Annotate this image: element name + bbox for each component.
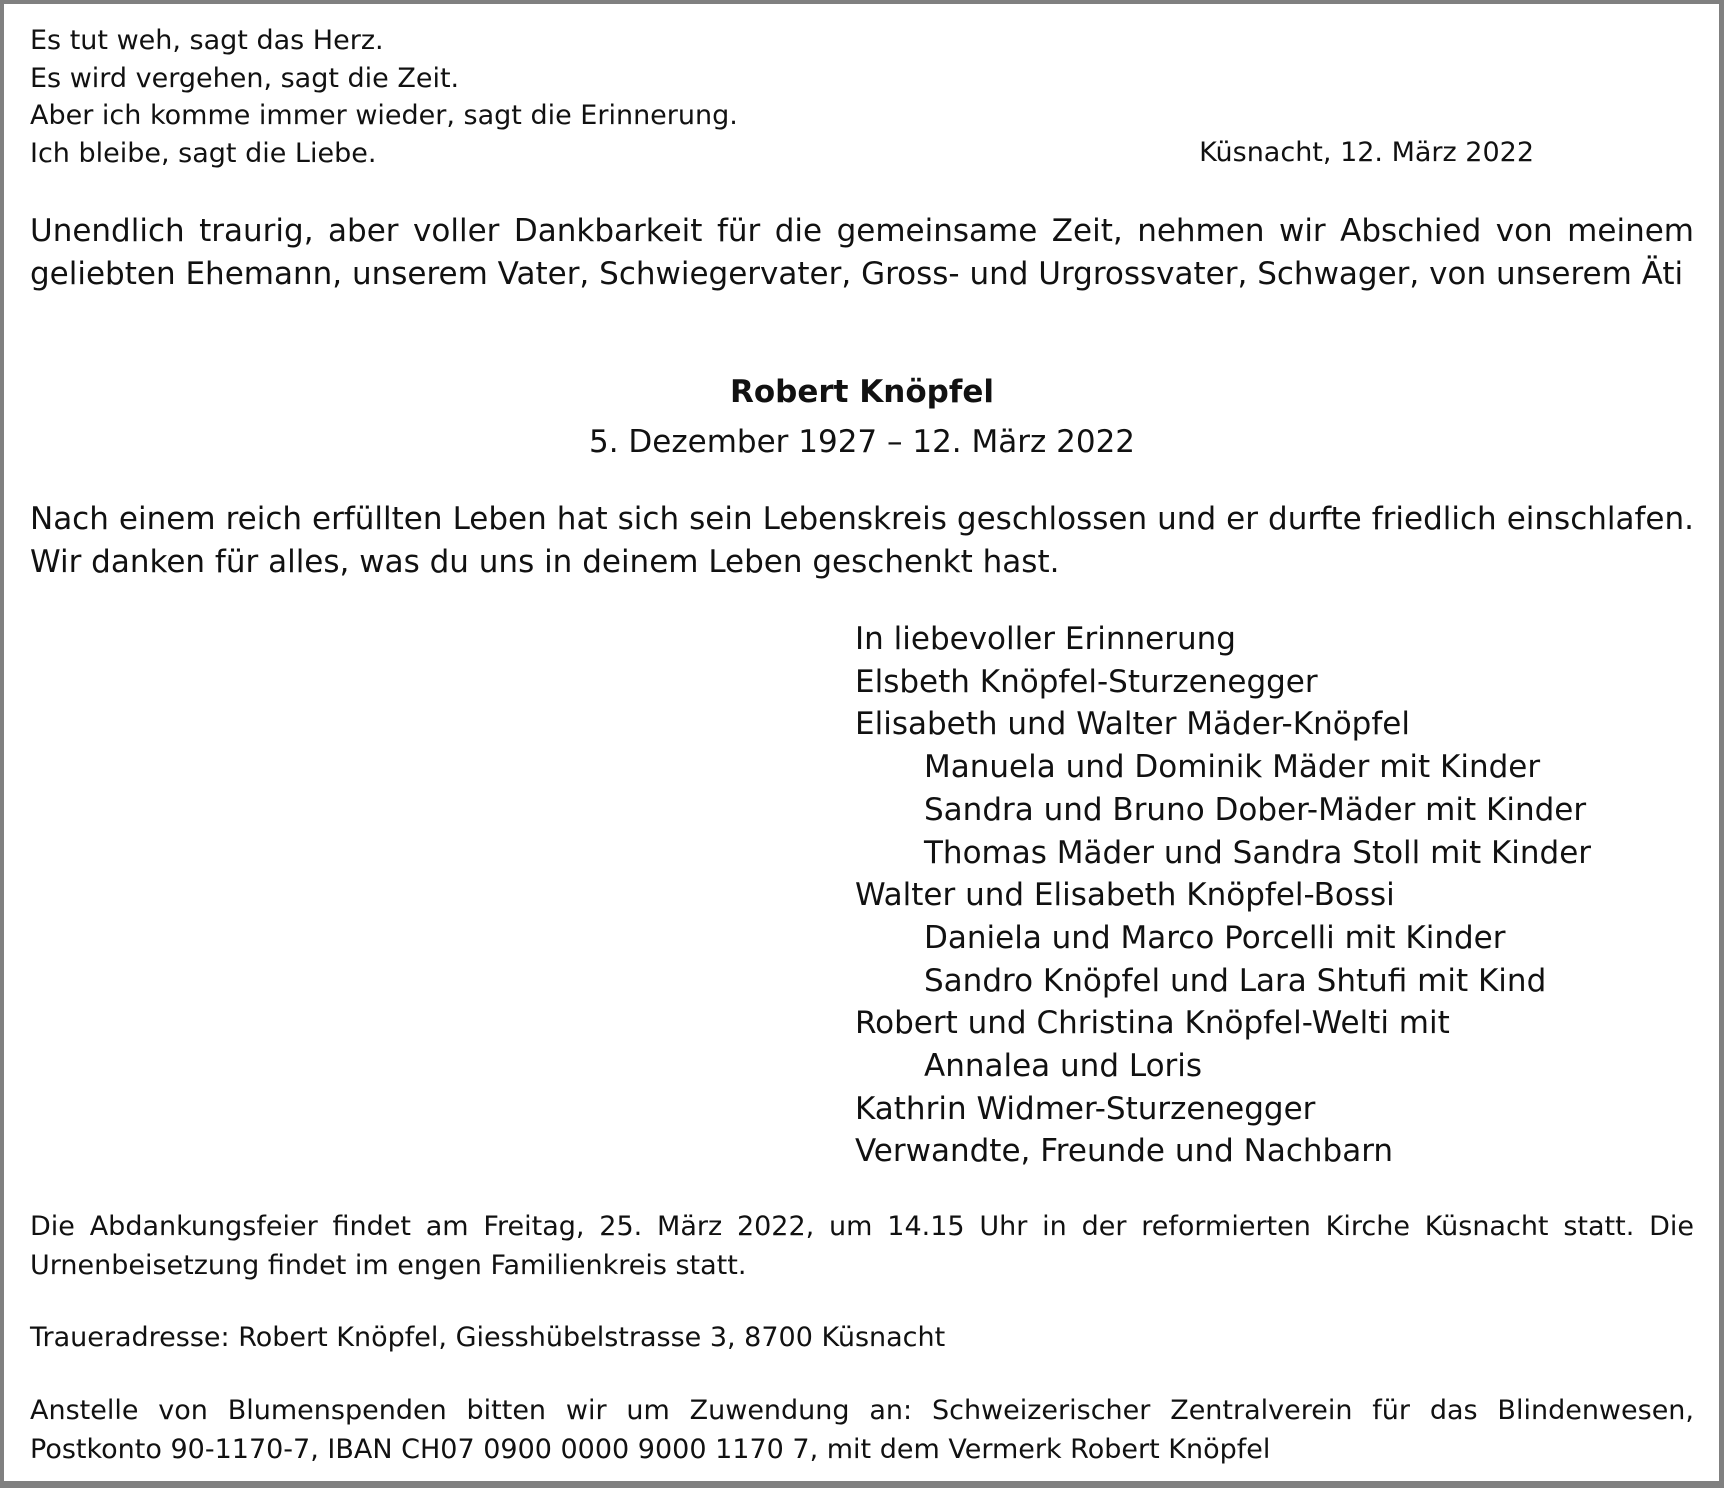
family-member: Daniela und Marco Porcelli mit Kinder [924,919,1506,956]
poem-line: Es wird vergehen, sagt die Zeit. [30,62,460,94]
family-member: Sandra und Bruno Dober-Mäder mit Kinder [924,791,1587,828]
ceremony-info: Die Abdankungsfeier findet am Freitag, 25. März 2022, um 14.15 Uhr in der reformierten Kirche Küsnacht statt. Die Urnenbeisetzung findet im engen Familienkreis statt. [30,1211,1694,1281]
poem-line: Ich bleibe, sagt die Liebe. [30,137,377,169]
family-member: Manuela und Dominik Mäder mit Kinder [924,749,1541,786]
family-member: Walter und Elisabeth Knöpfel-Bossi [855,877,1395,914]
poem-line: Aber ich komme immer wieder, sagt die Erinnerung. [30,100,738,131]
family-member: In liebevoller Erinnerung [855,621,1236,657]
intro-paragraph: Unendlich traurig, aber voller Dankbarkeit für die gemeinsame Zeit, nehmen wir Abschied von meinem geliebten Ehemann, unserem Vater, Schwiegervater, Gross- und Urgrossvater, Schwager, von unserem Äti [30,213,1694,292]
deceased-name: Robert Knöpfel [730,374,994,410]
place-date: Küsnacht, 12. März 2022 [1199,137,1534,168]
family-member: Elsbeth Knöpfel-Sturzenegger [855,663,1318,700]
life-dates: 5. Dezember 1927 – 12. März 2022 [588,424,1136,460]
poem-line: Es tut weh, sagt das Herz. [30,25,384,56]
mourning-address: Traueradresse: Robert Knöpfel, Giesshübelstrasse 3, 8700 Küsnacht [30,1322,946,1353]
family-member: Annalea und Loris [924,1048,1203,1085]
family-member: Thomas Mäder und Sandra Stoll mit Kinder [924,834,1592,871]
family-list [855,618,1591,1173]
poem [30,22,738,172]
family-member: Sandro Knöpfel und Lara Shtufi mit Kind [924,962,1547,999]
family-member: Kathrin Widmer-Sturzenegger [855,1090,1316,1127]
family-member: Verwandte, Freunde und Nachbarn [855,1133,1394,1170]
family-member: Robert und Christina Knöpfel-Welti mit [855,1005,1450,1042]
donation-info: Anstelle von Blumenspenden bitten wir um Zuwendung an: Schweizerischer Zentralverein für das Blindenwesen, Postkonto 90-1170-7, IBAN CH07 0900 0000 9000 1170 7, mit dem Vermerk Robert Knöpfel [30,1395,1694,1465]
text-paragraph: Nach einem reich erfüllten Leben hat sich sein Lebenskreis geschlossen und er durfte friedlich einschlafen. Wir danken für alles, was du uns in deinem Leben geschenkt hast. [30,501,1694,580]
family-member: Elisabeth und Walter Mäder-Knöpfel [855,706,1410,743]
